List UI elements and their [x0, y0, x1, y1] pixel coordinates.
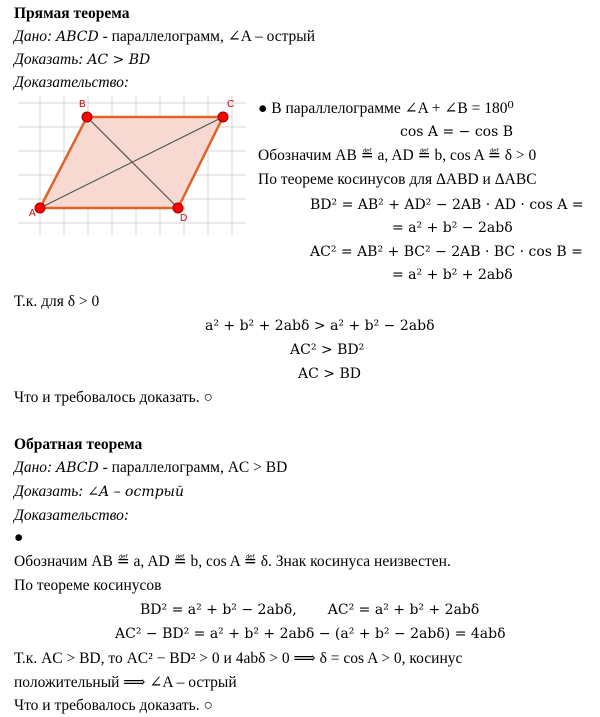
converse-cosine-theorem: По теореме косинусов — [14, 577, 162, 594]
direct-notation: Обозначим AB ≝ a, AD ≝ b, cos A ≝ δ > 0 — [258, 147, 537, 164]
given-rest: - параллелограмм, AC > BD — [98, 459, 288, 476]
bullet-line: ● В параллелограмме ∠A + ∠B = 180⁰ — [258, 100, 514, 117]
given-prefix: Дано: — [14, 28, 57, 45]
bd-line-1: BD² = AB² + AD² − 2AB · AD · cos A = — [310, 197, 584, 213]
converse-qed: Что и требовалось доказать. ○ — [14, 697, 213, 714]
given-math: ABCD — [56, 460, 99, 476]
given-rest: - параллелограмм, ∠A – острый — [98, 28, 316, 45]
direct-cosine-theorem: По теореме косинусов для ΔABD и ΔABC — [258, 171, 537, 188]
label-a: A — [29, 208, 36, 219]
inequality-3: AC > BD — [298, 366, 361, 382]
since-line: Т.к. для δ > 0 — [14, 293, 100, 310]
prove-math: AC > BD — [87, 52, 151, 68]
inequality-2: AC² > BD² — [290, 342, 365, 358]
bd-line-2: = a² + b² − 2abδ — [392, 220, 513, 236]
given-prefix: Дано: — [14, 459, 57, 476]
label-d: D — [180, 213, 188, 224]
converse-proof-label: Доказательство: — [14, 507, 130, 524]
vertex-d — [173, 203, 183, 213]
label-b: B — [79, 99, 86, 110]
vertex-a — [35, 203, 45, 213]
label-c: C — [227, 99, 235, 110]
parallelogram-svg — [18, 95, 246, 235]
converse-notation: Обозначим AB ≝ a, AD ≝ b, cos A ≝ δ. Знак косинуса неизвестен. — [14, 553, 451, 570]
direct-heading: Прямая теорема — [14, 5, 130, 22]
converse-given — [14, 459, 287, 477]
direct-proof-label: Доказательство: — [14, 74, 130, 91]
converse-conclusion-1: Т.к. AC > BD, то AC² − BD² > 0 и 4abδ > 0 ⟹ δ = cos A > 0, косинус — [14, 650, 463, 667]
given-math: ABCD — [56, 29, 99, 45]
prove-math: ∠A – острый — [87, 484, 184, 500]
prove-prefix: Доказать: — [14, 483, 88, 500]
direct-given — [14, 28, 315, 46]
prove-prefix: Доказать: — [14, 51, 88, 68]
converse-prove — [14, 483, 184, 501]
ac-line-1: AC² = AB² + BC² − 2AB · BC · cos B = — [310, 244, 583, 260]
parallelogram-figure — [18, 95, 246, 235]
converse-conclusion-2: положительный ⟹ ∠A – острый — [14, 674, 237, 691]
vertex-c — [218, 112, 228, 122]
vertex-b — [82, 112, 92, 122]
inequality-1: a² + b² + 2abδ > a² + b² − 2abδ — [205, 318, 435, 334]
converse-eq-2: AC² − BD² = a² + b² + 2abδ − (a² + b² − 2abδ) = 4abδ — [115, 626, 506, 642]
cos-relation: cos A = − cos B — [400, 124, 514, 140]
converse-bullet: ● — [14, 529, 24, 546]
ac-line-2: = a² + b² + 2abδ — [392, 267, 513, 283]
direct-qed: Что и требовалось доказать. ○ — [14, 389, 213, 406]
converse-eq-1: BD² = a² + b² − 2abδ, AC² = a² + b² + 2abδ — [140, 602, 480, 618]
converse-heading: Обратная теорема — [14, 436, 143, 453]
direct-prove — [14, 51, 150, 69]
